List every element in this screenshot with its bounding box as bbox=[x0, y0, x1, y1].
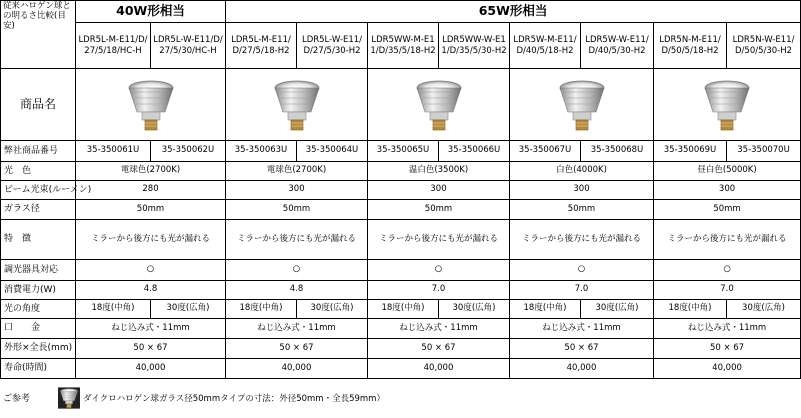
feature: ミラーから後方にも光が漏れる bbox=[226, 220, 368, 260]
base-type: ねじ込み式・11mm bbox=[76, 319, 226, 339]
beam-angle: 30度(広角) bbox=[297, 300, 368, 319]
lifetime: 40,000 bbox=[654, 359, 801, 379]
dimmer-compatible-mark: ○ bbox=[368, 260, 510, 281]
lifetime: 40,000 bbox=[368, 359, 510, 379]
reference-label: ご参考 bbox=[3, 394, 31, 404]
beam-angle: 30度(広角) bbox=[439, 300, 510, 319]
luminous-flux: 300 bbox=[654, 181, 801, 200]
product-image-40w-2700k bbox=[76, 69, 226, 141]
led-bulb-image bbox=[554, 78, 610, 132]
outer-size: 50 × 67 bbox=[510, 339, 654, 359]
light-color: 昼白色(5000K) bbox=[654, 162, 801, 181]
model-name: LDR5WW-M-E11/D/35/5/18-H2 bbox=[368, 23, 439, 69]
power-consumption: 4.8 bbox=[226, 281, 368, 300]
row-label-product-name: 商品名 bbox=[1, 69, 76, 141]
glass-diameter: 50mm bbox=[510, 200, 654, 220]
row-label-glass-diameter: ガラス径 bbox=[1, 200, 76, 220]
beam-angle: 30度(広角) bbox=[727, 300, 801, 319]
luminous-flux: 300 bbox=[226, 181, 368, 200]
feature: ミラーから後方にも光が漏れる bbox=[654, 220, 801, 260]
corner-label: 従来ハロゲン球との明るさ比較(目安) bbox=[1, 1, 76, 69]
model-name: LDR5N-W-E11/D/50/5/30-H2 bbox=[727, 23, 801, 69]
led-bulb-image bbox=[411, 78, 467, 132]
lifetime: 40,000 bbox=[510, 359, 654, 379]
model-name: LDR5L-W-E11/D/27/5/30-H2 bbox=[297, 23, 368, 69]
row-label-product-number: 弊社商品番号 bbox=[1, 141, 76, 162]
row-label-color: 光 色 bbox=[1, 162, 76, 181]
luminous-flux: 280 bbox=[76, 181, 226, 200]
product-number: 35-350065U bbox=[368, 141, 439, 162]
outer-size: 50 × 67 bbox=[368, 339, 510, 359]
row-label-base: 口 金 bbox=[1, 319, 76, 339]
feature: ミラーから後方にも光が漏れる bbox=[510, 220, 654, 260]
light-color: 電球色(2700K) bbox=[76, 162, 226, 181]
dimmer-compatible-mark: ○ bbox=[226, 260, 368, 281]
power-consumption: 7.0 bbox=[654, 281, 801, 300]
light-color: 温白色(3500K) bbox=[368, 162, 510, 181]
base-type: ねじ込み式・11mm bbox=[226, 319, 368, 339]
halogen-bulb-thumbnail bbox=[58, 385, 80, 411]
beam-angle: 18度(中角) bbox=[76, 300, 151, 319]
product-image-65w-3500k bbox=[368, 69, 510, 141]
led-bulb-image bbox=[123, 78, 179, 132]
model-name: LDR5WW-W-E11/D/35/5/30-H2 bbox=[439, 23, 510, 69]
product-image-65w-4000k bbox=[510, 69, 654, 141]
led-bulb-image bbox=[269, 78, 325, 132]
row-label-size: 外形×全長(mm) bbox=[1, 339, 76, 359]
dimmer-compatible-mark: ○ bbox=[76, 260, 226, 281]
base-type: ねじ込み式・11mm bbox=[510, 319, 654, 339]
category-40w: 40W形相当 bbox=[76, 1, 226, 23]
model-name: LDR5L-W-E11/D/27/5/30/HC-H bbox=[151, 23, 226, 69]
product-number: 35-350061U bbox=[76, 141, 151, 162]
glass-diameter: 50mm bbox=[654, 200, 801, 220]
product-number: 35-350063U bbox=[226, 141, 297, 162]
lifetime: 40,000 bbox=[226, 359, 368, 379]
reference-text: ダイクロハロゲン球ガラス径50mmタイプの寸法：外径50mm・全長59mm） bbox=[83, 394, 385, 404]
luminous-flux: 300 bbox=[510, 181, 654, 200]
dimmer-compatible-mark: ○ bbox=[510, 260, 654, 281]
glass-diameter: 50mm bbox=[368, 200, 510, 220]
beam-angle: 18度(中角) bbox=[368, 300, 439, 319]
product-number: 35-350068U bbox=[581, 141, 654, 162]
row-label-luminous-flux: ビーム光束(ルーメン) bbox=[1, 181, 76, 200]
product-number: 35-350064U bbox=[297, 141, 368, 162]
product-number: 35-350067U bbox=[510, 141, 581, 162]
light-color: 電球色(2700K) bbox=[226, 162, 368, 181]
luminous-flux: 300 bbox=[368, 181, 510, 200]
model-name: LDR5W-W-E11/D/40/5/30-H2 bbox=[581, 23, 654, 69]
model-name: LDR5L-M-E11/D/27/5/18-H2 bbox=[226, 23, 297, 69]
model-name: LDR5W-M-E11/D/40/5/18-H2 bbox=[510, 23, 581, 69]
category-65w: 65W形相当 bbox=[226, 1, 801, 23]
feature: ミラーから後方にも光が漏れる bbox=[76, 220, 226, 260]
product-image-65w-5000k bbox=[654, 69, 801, 141]
power-consumption: 7.0 bbox=[368, 281, 510, 300]
glass-diameter: 50mm bbox=[76, 200, 226, 220]
row-label-beam-angle: 光の角度 bbox=[1, 300, 76, 319]
product-image-65w-2700k bbox=[226, 69, 368, 141]
product-number: 35-350069U bbox=[654, 141, 727, 162]
lifetime: 40,000 bbox=[76, 359, 226, 379]
beam-angle: 18度(中角) bbox=[226, 300, 297, 319]
base-type: ねじ込み式・11mm bbox=[654, 319, 801, 339]
light-color: 白色(4000K) bbox=[510, 162, 654, 181]
row-label-feature: 特 徴 bbox=[1, 220, 76, 260]
beam-angle: 18度(中角) bbox=[654, 300, 727, 319]
outer-size: 50 × 67 bbox=[76, 339, 226, 359]
beam-angle: 30度(広角) bbox=[151, 300, 226, 319]
model-name: LDR5L-M-E11/D/27/5/18/HC-H bbox=[76, 23, 151, 69]
feature: ミラーから後方にも光が漏れる bbox=[368, 220, 510, 260]
row-label-power: 消費電力(W) bbox=[1, 281, 76, 300]
outer-size: 50 × 67 bbox=[226, 339, 368, 359]
beam-angle: 18度(中角) bbox=[510, 300, 581, 319]
product-number: 35-350070U bbox=[727, 141, 801, 162]
base-type: ねじ込み式・11mm bbox=[368, 319, 510, 339]
reference-note bbox=[0, 383, 800, 413]
beam-angle: 30度(広角) bbox=[581, 300, 654, 319]
power-consumption: 7.0 bbox=[510, 281, 654, 300]
glass-diameter: 50mm bbox=[226, 200, 368, 220]
dimmer-compatible-mark: ○ bbox=[654, 260, 801, 281]
row-label-life: 寿命(時間) bbox=[1, 359, 76, 379]
model-name: LDR5N-M-E11/D/50/5/18-H2 bbox=[654, 23, 727, 69]
product-number: 35-350062U bbox=[151, 141, 226, 162]
led-bulb-image bbox=[699, 78, 755, 132]
product-number: 35-350066U bbox=[439, 141, 510, 162]
outer-size: 50 × 67 bbox=[654, 339, 801, 359]
power-consumption: 4.8 bbox=[76, 281, 226, 300]
row-label-dimmer: 調光器具対応 bbox=[1, 260, 76, 281]
